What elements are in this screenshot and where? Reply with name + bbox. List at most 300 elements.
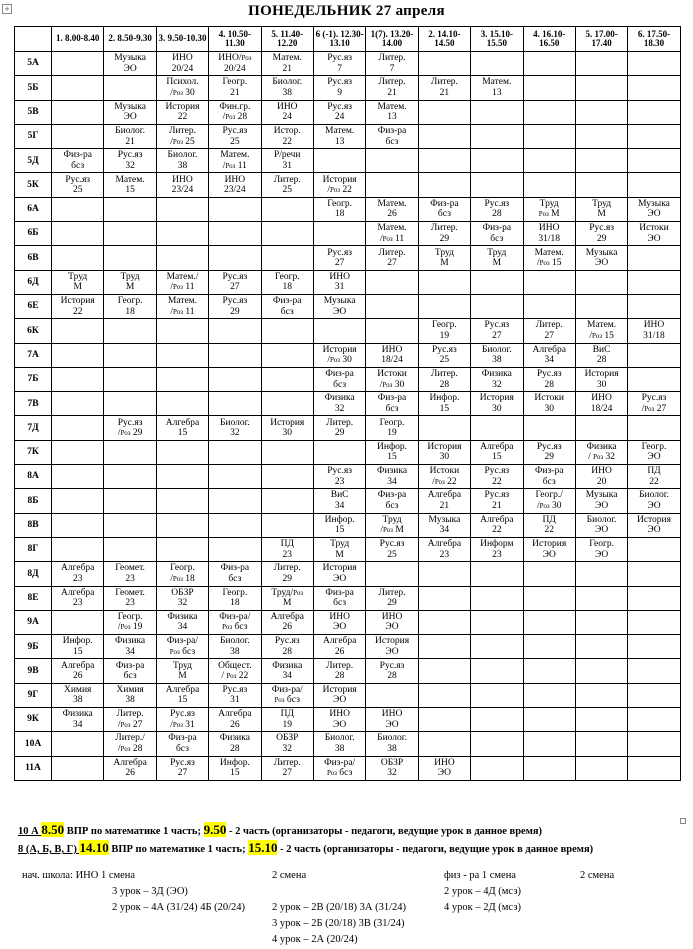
lesson-subject: ИНО <box>434 757 455 768</box>
lesson-subject: Рус.яз <box>117 150 143 161</box>
lesson-cell <box>156 343 208 367</box>
lesson-room: М <box>335 549 344 560</box>
lesson-cell <box>104 294 156 318</box>
lesson-subject: Геогр. <box>641 441 667 452</box>
lesson-cell <box>261 756 313 780</box>
lesson-room: 34 <box>72 719 83 730</box>
lesson-cell <box>366 513 418 537</box>
note-class: 10 А <box>18 826 42 837</box>
lesson-subject: Алгебра <box>61 563 95 574</box>
lesson-cell <box>628 124 680 148</box>
lesson-subject: ОБЗР <box>171 587 194 598</box>
lesson-subject: Труд <box>434 247 454 258</box>
lesson-room: бсз <box>280 306 294 317</box>
note-time-2: 15.10 <box>248 840 278 855</box>
lesson-room: ЭО <box>385 646 399 657</box>
lesson-subject: Геогр. <box>170 563 195 574</box>
lesson-cell <box>261 635 313 659</box>
lesson-room: ЭО <box>123 112 137 123</box>
table-row <box>15 732 681 756</box>
lesson-room: 13 <box>334 136 345 147</box>
lesson-subject: Геогр. <box>117 296 143 307</box>
lesson-cell <box>523 246 575 270</box>
lesson-room: 15 <box>439 403 450 414</box>
lesson-cell <box>628 294 680 318</box>
table-row <box>15 440 681 464</box>
table-row <box>15 537 681 561</box>
lesson-cell <box>104 513 156 537</box>
lesson-room: 20/24 <box>171 63 194 74</box>
lesson-room: ЭО <box>385 719 399 730</box>
lesson-room: 34 <box>282 671 292 682</box>
class-label: 6А <box>15 197 52 221</box>
lesson-room: 23 <box>72 598 83 609</box>
lesson-subject: Истоки <box>639 223 669 234</box>
footer-line-2a: 3 урок – 3Д (ЭО) <box>112 886 188 897</box>
lesson-subject: Алгебра <box>427 490 462 501</box>
lesson-cell <box>471 756 523 780</box>
class-label: 7Б <box>15 367 52 391</box>
lesson-room: 25 <box>439 355 450 366</box>
lesson-room: 31/18 <box>643 330 665 341</box>
lesson-cell <box>261 270 313 294</box>
lesson-cell <box>366 610 418 634</box>
lesson-cell <box>523 52 575 76</box>
lesson-cell <box>261 708 313 732</box>
table-row <box>15 173 681 197</box>
lesson-cell <box>366 537 418 561</box>
lesson-room: 34 <box>125 646 135 657</box>
lesson-cell <box>575 173 627 197</box>
lesson-cell <box>209 440 261 464</box>
lesson-cell <box>313 76 365 100</box>
lesson-subject: Рус.яз <box>484 490 510 501</box>
lesson-subject: ИНО/Роз <box>218 53 252 64</box>
lesson-room: М <box>73 282 82 293</box>
lesson-subject: Музыка <box>114 101 146 112</box>
lesson-cell <box>418 319 470 343</box>
lesson-cell <box>418 270 470 294</box>
lesson-cell <box>575 465 627 489</box>
lesson-subject: Матем. <box>272 53 302 64</box>
lesson-cell <box>471 610 523 634</box>
lesson-cell <box>523 270 575 294</box>
lesson-cell <box>209 489 261 513</box>
lesson-room: /Роз 27 <box>117 719 143 730</box>
lesson-room: 22 <box>649 476 659 487</box>
class-label: 7Д <box>15 416 52 440</box>
lesson-cell <box>628 708 680 732</box>
lesson-subject: История <box>322 174 357 185</box>
lesson-room: ЭО <box>647 452 661 463</box>
lesson-subject: Матем. <box>482 77 512 88</box>
header-period-9: 3. 15.10-15.50 <box>471 27 523 52</box>
lesson-room: 23 <box>439 549 450 560</box>
class-label: 5А <box>15 52 52 76</box>
lesson-cell <box>418 149 470 173</box>
lesson-room: бсз <box>228 573 242 584</box>
lesson-cell <box>52 440 104 464</box>
lesson-cell <box>628 440 680 464</box>
lesson-room: 23 <box>334 476 345 487</box>
lesson-subject: ВиС <box>592 344 611 355</box>
lesson-room: 7 <box>337 63 343 74</box>
class-label: 6Е <box>15 294 52 318</box>
lesson-subject: ПД <box>647 466 661 477</box>
lesson-cell <box>418 294 470 318</box>
class-label: 5Б <box>15 76 52 100</box>
lesson-cell <box>156 392 208 416</box>
lesson-cell <box>209 659 261 683</box>
lesson-cell <box>628 173 680 197</box>
lesson-subject: Рус.яз <box>327 247 353 258</box>
lesson-room: 29 <box>596 233 607 244</box>
lesson-cell <box>418 52 470 76</box>
lesson-cell <box>628 562 680 586</box>
lesson-cell <box>418 416 470 440</box>
lesson-room: ЭО <box>594 258 609 269</box>
lesson-cell <box>261 610 313 634</box>
lesson-cell <box>523 537 575 561</box>
lesson-subject: История <box>584 369 619 379</box>
lesson-subject: Физ-ра/ <box>166 636 199 647</box>
lesson-cell <box>523 756 575 780</box>
lesson-room: 27 <box>334 258 345 269</box>
lesson-cell <box>366 562 418 586</box>
class-label: 9Б <box>15 635 52 659</box>
lesson-cell <box>104 659 156 683</box>
lesson-cell <box>471 513 523 537</box>
lesson-subject: Фин.гр. <box>219 101 251 112</box>
lesson-subject: Физ-ра/ <box>271 684 303 695</box>
lesson-cell <box>628 222 680 246</box>
footer-line-3a: 2 урок – 4А (31/24) 4Б (20/24) <box>112 902 246 913</box>
lesson-room: /Роз 30 <box>536 500 562 511</box>
lesson-subject: Рус.яз <box>484 198 510 209</box>
lesson-room: 32 <box>492 379 502 390</box>
lesson-subject: История <box>60 296 95 307</box>
lesson-cell <box>156 465 208 489</box>
lesson-subject: ИНО <box>381 611 403 622</box>
class-label: 8Б <box>15 489 52 513</box>
lesson-cell <box>104 537 156 561</box>
lesson-cell <box>261 440 313 464</box>
lesson-cell <box>523 659 575 683</box>
lesson-cell <box>104 708 156 732</box>
lesson-subject: История <box>375 636 410 647</box>
lesson-cell <box>52 149 104 173</box>
header-period-3: 3. 9.50-10.30 <box>156 27 208 52</box>
lesson-subject: Рус.яз <box>327 53 353 64</box>
lesson-subject: ИНО <box>329 611 350 622</box>
lesson-cell <box>418 708 470 732</box>
lesson-cell <box>156 537 208 561</box>
lesson-cell <box>471 465 523 489</box>
lesson-cell <box>313 319 365 343</box>
lesson-cell <box>471 732 523 756</box>
table-row <box>15 246 681 270</box>
table-row <box>15 222 681 246</box>
lesson-cell <box>209 270 261 294</box>
header-period-1: 1. 8.00-8.40 <box>52 27 104 52</box>
lesson-subject: Рус.яз <box>222 271 248 282</box>
class-label: 9А <box>15 610 52 634</box>
lesson-cell <box>575 222 627 246</box>
lesson-room: 38 <box>282 87 292 98</box>
lesson-cell <box>104 52 156 76</box>
lesson-cell <box>261 173 313 197</box>
lesson-room: 28 <box>282 646 292 657</box>
lesson-room: 22 <box>492 476 502 487</box>
lesson-cell <box>628 392 680 416</box>
lesson-room: 34 <box>334 500 345 511</box>
lesson-cell <box>628 76 680 100</box>
lesson-cell <box>209 562 261 586</box>
lesson-subject: Труд <box>120 271 140 282</box>
lesson-room: /Роз 31 <box>170 719 195 730</box>
lesson-subject: Алгебра <box>322 636 357 647</box>
lesson-cell <box>628 732 680 756</box>
lesson-cell <box>366 124 418 148</box>
lesson-cell <box>523 392 575 416</box>
lesson-subject: Общест. <box>218 660 252 671</box>
lesson-cell <box>156 513 208 537</box>
lesson-cell <box>628 465 680 489</box>
lesson-subject: Химия <box>63 684 92 695</box>
lesson-subject: Литер. <box>273 563 301 574</box>
lesson-cell <box>418 683 470 707</box>
lesson-subject: Геогр. <box>274 271 300 282</box>
lesson-cell <box>471 124 523 148</box>
lesson-cell <box>313 683 365 707</box>
lesson-cell <box>209 465 261 489</box>
lesson-subject: Матем. <box>377 101 407 112</box>
lesson-cell <box>523 635 575 659</box>
lesson-cell <box>156 708 208 732</box>
lesson-room: 22 <box>72 306 83 317</box>
lesson-cell <box>261 149 313 173</box>
lesson-cell <box>156 440 208 464</box>
lesson-subject: История <box>322 563 357 574</box>
lesson-cell <box>523 708 575 732</box>
lesson-room: 29 <box>282 573 292 584</box>
note-text: ВПР по математике 1 часть; <box>108 844 249 855</box>
lesson-subject: Инфор. <box>429 393 460 404</box>
lesson-subject: Труд <box>539 198 559 209</box>
lesson-cell <box>575 392 627 416</box>
lesson-cell <box>523 465 575 489</box>
lesson-cell <box>261 416 313 440</box>
lesson-cell <box>523 197 575 221</box>
lesson-cell <box>523 100 575 124</box>
lesson-cell <box>209 319 261 343</box>
header-period-5: 5. 11.40-12.20 <box>261 27 313 52</box>
lesson-subject: Рус.яз <box>222 296 248 307</box>
footer-line-2c: 2 урок – 4Д (мсз) <box>444 886 521 897</box>
lesson-cell <box>156 367 208 391</box>
lesson-cell <box>471 149 523 173</box>
table-row <box>15 756 681 780</box>
lesson-cell <box>209 732 261 756</box>
lesson-cell <box>628 197 680 221</box>
lesson-cell <box>52 756 104 780</box>
lesson-cell <box>261 197 313 221</box>
class-label: 8В <box>15 513 52 537</box>
lesson-cell <box>628 659 680 683</box>
lesson-cell <box>471 270 523 294</box>
lesson-subject: Химия <box>116 684 144 695</box>
lesson-cell <box>471 52 523 76</box>
table-row <box>15 659 681 683</box>
lesson-subject: Алгебра <box>480 441 514 452</box>
lesson-room: 32 <box>282 743 292 754</box>
lesson-cell <box>523 416 575 440</box>
lesson-cell <box>209 246 261 270</box>
lesson-room: 32 <box>387 768 397 779</box>
lesson-cell <box>52 197 104 221</box>
lesson-subject: Истоки <box>377 369 407 379</box>
lesson-subject: ИНО <box>329 271 350 282</box>
header-period-8: 2. 14.10-14.50 <box>418 27 470 52</box>
lesson-cell <box>628 610 680 634</box>
lesson-cell <box>156 100 208 124</box>
table-move-handle-icon[interactable]: + <box>2 4 12 14</box>
lesson-room: /Роз М <box>380 525 404 536</box>
lesson-cell <box>52 294 104 318</box>
lesson-room: бсз <box>333 379 347 390</box>
lesson-room: 21 <box>439 500 450 511</box>
lesson-cell <box>209 343 261 367</box>
lesson-room: Роз бсз <box>222 622 248 633</box>
lesson-subject: Литер./ <box>115 733 145 744</box>
note-text: ВПР по математике 1 часть; <box>64 826 204 837</box>
lesson-room: ЭО <box>647 525 661 536</box>
lesson-cell <box>52 76 104 100</box>
header-period-10: 4. 16.10-16.50 <box>523 27 575 52</box>
lesson-room: 32 <box>334 403 345 414</box>
lesson-subject: Рус.яз <box>327 466 353 477</box>
table-row <box>15 635 681 659</box>
lesson-cell <box>366 683 418 707</box>
lesson-room: 23 <box>125 573 135 584</box>
lesson-cell <box>104 343 156 367</box>
header-period-2: 2. 8.50-9.30 <box>104 27 156 52</box>
lesson-cell <box>313 52 365 76</box>
lesson-room: 26 <box>72 671 83 682</box>
lesson-subject: Физ-ра <box>430 198 459 209</box>
lesson-cell <box>261 246 313 270</box>
lesson-cell <box>313 222 365 246</box>
lesson-subject: Истор. <box>273 126 301 137</box>
lesson-room: ЭО <box>437 768 452 779</box>
lesson-room: ЭО <box>333 719 347 730</box>
lesson-subject: Матем. <box>377 223 407 234</box>
lesson-cell <box>523 124 575 148</box>
lesson-room: 23/24 <box>224 185 246 196</box>
lesson-cell <box>418 465 470 489</box>
lesson-room: 28 <box>596 355 607 366</box>
lesson-cell <box>366 76 418 100</box>
lesson-subject: Биолог. <box>219 417 250 428</box>
lesson-subject: Геогр./ <box>535 490 563 501</box>
lesson-cell <box>313 537 365 561</box>
lesson-cell <box>156 173 208 197</box>
lesson-cell <box>156 124 208 148</box>
lesson-subject: ВиС <box>330 490 349 501</box>
lesson-cell <box>575 52 627 76</box>
class-label: 7К <box>15 440 52 464</box>
class-label: 9К <box>15 708 52 732</box>
lesson-cell <box>52 392 104 416</box>
lesson-cell <box>261 294 313 318</box>
lesson-cell <box>52 246 104 270</box>
lesson-subject: ИНО <box>276 101 298 112</box>
class-label: 8Г <box>15 537 52 561</box>
lesson-subject: Рус.яз <box>379 660 405 671</box>
lesson-cell <box>52 222 104 246</box>
lesson-room: М <box>178 671 187 682</box>
lesson-subject: Геомет. <box>115 587 145 598</box>
lesson-subject: Алгебра <box>113 757 147 768</box>
class-label: 7А <box>15 343 52 367</box>
lesson-cell <box>261 659 313 683</box>
lesson-cell <box>209 416 261 440</box>
lesson-subject: Физ-ра <box>377 393 407 404</box>
lesson-room: 27 <box>544 330 554 341</box>
lesson-room: /Роз 30 <box>327 355 352 366</box>
lesson-subject: История <box>165 101 200 112</box>
lesson-subject: Алгебра <box>427 539 462 550</box>
lesson-cell <box>471 659 523 683</box>
lesson-room: 29 <box>334 428 345 439</box>
lesson-cell <box>523 343 575 367</box>
page-title: ПОНЕДЕЛЬНИК 27 апреля <box>248 3 445 19</box>
lesson-subject: Матем. <box>115 174 145 185</box>
lesson-subject: Физика <box>324 393 355 404</box>
resize-handle-icon[interactable] <box>680 818 686 824</box>
lesson-subject: Музыка <box>323 296 356 307</box>
class-label: 6Д <box>15 270 52 294</box>
lesson-subject: Физ-ра <box>325 587 354 598</box>
lesson-room: /Роз 29 <box>117 428 143 439</box>
lesson-subject: Биолог. <box>115 126 146 137</box>
lesson-cell <box>209 149 261 173</box>
lesson-cell <box>418 659 470 683</box>
lesson-cell <box>261 537 313 561</box>
lesson-cell <box>313 392 365 416</box>
lesson-cell <box>418 756 470 780</box>
lesson-room: 15 <box>72 646 83 657</box>
lesson-room: 27 <box>177 768 188 779</box>
lesson-cell <box>104 270 156 294</box>
lesson-cell <box>418 367 470 391</box>
lesson-room: 25 <box>282 185 292 196</box>
lesson-cell <box>156 756 208 780</box>
lesson-cell <box>575 683 627 707</box>
lesson-room: 25 <box>230 136 240 147</box>
lesson-cell <box>156 76 208 100</box>
lesson-room: бсз <box>385 403 399 414</box>
lesson-cell <box>366 319 418 343</box>
lesson-room: 38 <box>72 695 83 706</box>
header-class-col <box>15 27 52 52</box>
lesson-cell <box>104 76 156 100</box>
lesson-cell <box>156 586 208 610</box>
lesson-cell <box>575 562 627 586</box>
lesson-cell <box>523 440 575 464</box>
lesson-cell <box>628 149 680 173</box>
lesson-room: /Роз 22 <box>327 185 352 196</box>
